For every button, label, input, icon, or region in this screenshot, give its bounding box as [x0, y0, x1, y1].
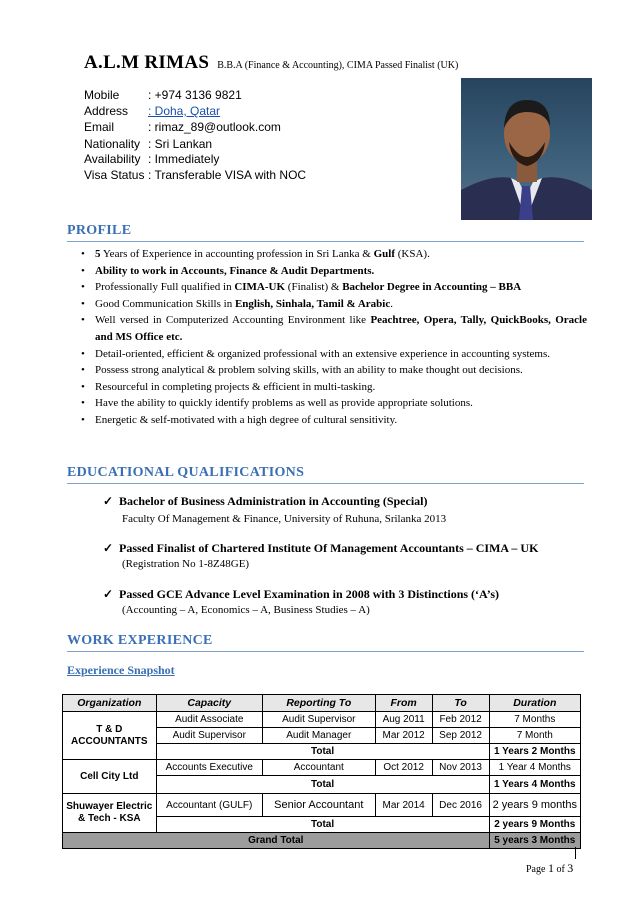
profile-heading: PROFILE — [67, 223, 584, 242]
person-portrait-icon — [461, 78, 592, 220]
experience-table — [62, 694, 581, 849]
table-total-row: Total 1 Years 2 Months — [63, 744, 581, 760]
contact-nationality: Nationality : Sri Lankan — [84, 137, 213, 151]
table-header-row: Organization Capacity Reporting To From To Duration — [63, 695, 581, 712]
work-heading: WORK EXPERIENCE — [67, 633, 584, 652]
org-cell-shuwayer: Shuwayer Electric & Tech - KSA — [63, 794, 157, 833]
list-item: • Resourceful in completing projects & efficient in multi-tasking. — [75, 379, 587, 396]
experience-snapshot-title: Experience Snapshot — [67, 663, 175, 677]
education-item-cima: ✓ Passed Finalist of Chartered Institute Of Management Accountants – CIMA – UK (Registration No 1-8Z48GE) — [103, 541, 539, 570]
education-item-bba: ✓ Bachelor of Business Administration in Accounting (Special) Faculty Of Management & Finance, University of Ruhuna, Srilanka 2013 — [103, 494, 447, 525]
contact-availability: Availability : Immediately — [84, 152, 220, 166]
contact-email: Email : rimaz_89@outlook.com — [84, 120, 281, 134]
list-item: • Detail-oriented, efficient & organized professional with an extensive experience in accounting systems. — [75, 346, 587, 363]
education-item-gce: ✓ Passed GCE Advance Level Examination in 2008 with 3 Distinctions (‘A’s) (Accounting – A, Economics – A, Business Studies – A) — [103, 587, 500, 616]
table-row: Shuwayer Electric & Tech - KSA Accountant (GULF) Senior Accountant Mar 2014 Dec 2016 2 years 9 months — [63, 794, 581, 817]
profile-photo — [461, 78, 592, 220]
org-cell-city: Cell City Ltd — [63, 760, 157, 794]
contact-mobile: Mobile : +974 3136 9821 — [84, 88, 242, 102]
table-row: Cell City Ltd Accounts Executive Accountant Oct 2012 Nov 2013 1 Year 4 Months — [63, 760, 581, 776]
education-heading: EDUCATIONAL QUALIFICATIONS — [67, 465, 584, 484]
checkmark-icon: ✓ — [103, 541, 114, 555]
checkmark-icon: ✓ — [103, 494, 114, 508]
contact-visa: Visa Status : Transferable VISA with NOC — [84, 168, 307, 182]
table-total-row: Total 1 Years 4 Months — [63, 776, 581, 794]
profile-list — [75, 246, 587, 429]
list-item: • Energetic & self-motivated with a high degree of cultural sensitivity. — [75, 412, 587, 429]
page-divider — [575, 847, 576, 859]
table-row: Audit Supervisor Audit Manager Mar 2012 Sep 2012 7 Month — [63, 728, 581, 744]
list-item: • Have the ability to quickly identify problems as well as provide appropriate solutions. — [75, 395, 587, 412]
list-item: • Possess strong analytical & problem solving skills, with an ability to make thought out decisions. — [75, 362, 587, 379]
checkmark-icon: ✓ — [103, 587, 114, 601]
list-item: • Well versed in Computerized Accounting Environment like Peachtree, Opera, Tally, QuickBooks, Oracle and MS Office etc. — [75, 312, 587, 345]
list-item: • Good Communication Skills in English, Sinhala, Tamil & Arabic. — [75, 296, 587, 313]
grand-total-row: Grand Total 5 years 3 Months — [63, 833, 581, 849]
page-number: Page 1 of 3 — [526, 861, 574, 875]
list-item: • 5 Years of Experience in accounting profession in Sri Lanka & Gulf (KSA). — [75, 246, 587, 263]
list-item: • Professionally Full qualified in CIMA-UK (Finalist) & Bachelor Degree in Accounting – BBA — [75, 279, 587, 296]
address-link[interactable]: : Doha, Qatar — [148, 104, 221, 118]
name-line — [84, 52, 458, 74]
list-item: • Ability to work in Accounts, Finance & Audit Departments. — [75, 263, 587, 280]
org-td-accountants: T & D ACCOUNTANTS — [63, 712, 157, 760]
contact-address: Address : Doha, Qatar — [84, 104, 221, 118]
table-row: T & D ACCOUNTANTS Audit Associate Audit Supervisor Aug 2011 Feb 2012 7 Months — [63, 712, 581, 728]
table-total-row: Total 2 years 9 Months — [63, 817, 581, 833]
candidate-name: A.L.M RIMAS — [84, 52, 210, 73]
candidate-qualification: B.B.A (Finance & Accounting), CIMA Passed Finalist (UK) — [217, 60, 459, 71]
